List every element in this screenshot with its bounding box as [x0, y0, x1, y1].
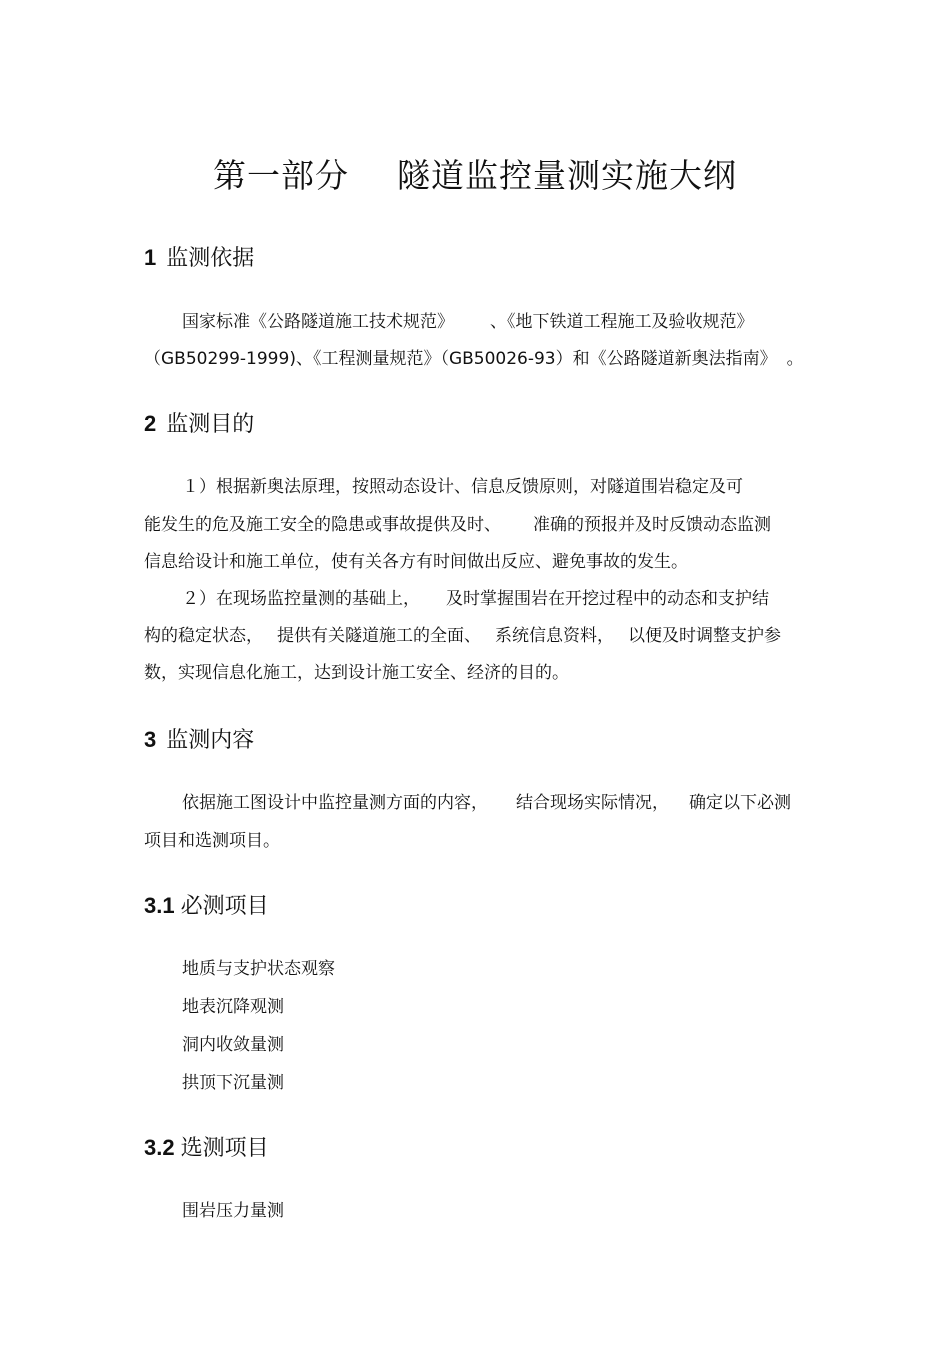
section-2-line-3: 信息给设计和施工单位，使有关各方有时间做出反应、避免事故的发生。 [144, 552, 688, 572]
section-2-line-6: 数，实现信息化施工，达到设计施工安全、经济的目的。 [144, 663, 569, 683]
list-item: 地质与支护状态观察 [182, 959, 335, 979]
section-3-heading: 3 监测内容 [144, 727, 255, 753]
document-title [0, 152, 950, 200]
section-2-line-2: 能发生的危及施工安全的隐患或事故提供及时、 准确的预报并及时反馈动态监测 [144, 515, 771, 535]
section-3-2-heading: 3.2 选测项目 [144, 1135, 269, 1161]
section-3-line-2: 项目和选测项目。 [144, 831, 280, 851]
section-2-heading: 2 监测目的 [144, 411, 255, 437]
list-item: 拱顶下沉量测 [182, 1073, 284, 1093]
section-2-line-5: 构的稳定状态， 提供有关隧道施工的全面、 系统信息资料， 以便及时调整支护参 [144, 626, 781, 646]
list-item: 地表沉降观测 [182, 997, 284, 1017]
title-part: 第一部分 [213, 156, 349, 195]
section-1-heading: 1 监测依据 [144, 245, 255, 271]
list-item: 洞内收敛量测 [182, 1035, 284, 1055]
list-item: 围岩压力量测 [182, 1201, 284, 1221]
section-2-line-4: ２）在现场监控量测的基础上， 及时掌握围岩在开挖过程中的动态和支护结 [182, 589, 769, 609]
section-2-line-1: １）根据新奥法原理，按照动态设计、信息反馈原则，对隧道围岩稳定及可 [182, 477, 743, 497]
section-1-line-1: 国家标准《公路隧道施工技术规范》 、《地下铁道工程施工及验收规范》 [182, 312, 754, 332]
title-name: 隧道监控量测实施大纲 [397, 156, 737, 195]
section-3-line-1: 依据施工图设计中监控量测方面的内容， 结合现场实际情况， 确定以下必测 [182, 793, 791, 813]
section-3-1-heading: 3.1 必测项目 [144, 893, 269, 919]
section-1-line-2: （GB50299-1999)、《工程测量规范》（GB50026-93）和《公路隧道新奥法指南》 。 [144, 349, 804, 369]
